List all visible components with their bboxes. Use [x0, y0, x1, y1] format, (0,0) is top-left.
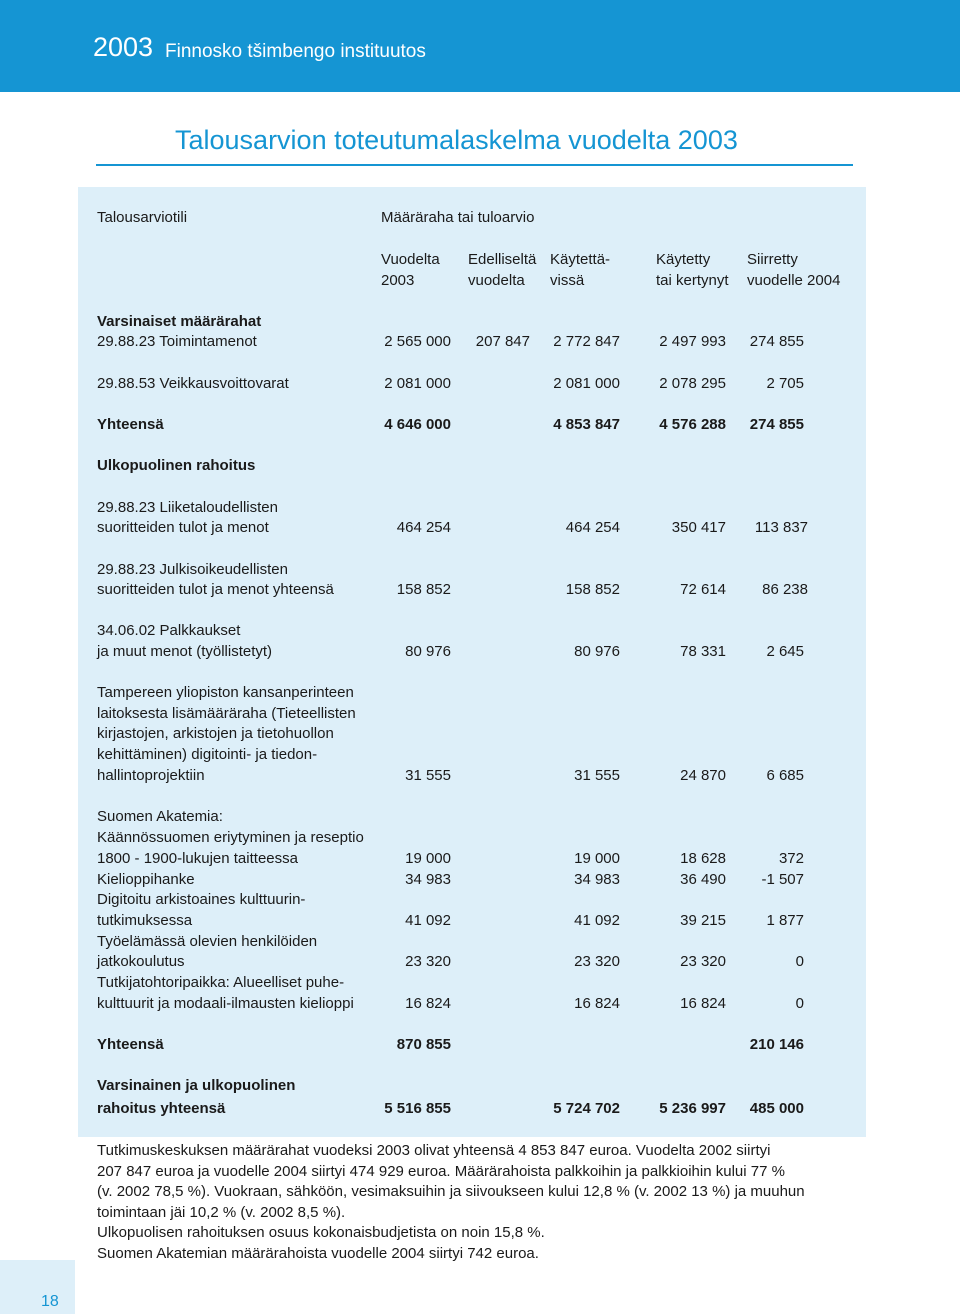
row-label-line: suoritteiden tulot ja menot yhteensä [97, 581, 334, 598]
cell-siirretty: 2 645 [766, 643, 804, 660]
cell-kaytettavissa: 31 555 [574, 767, 620, 784]
cell-siirretty: 1 877 [766, 912, 804, 929]
row-label-line: Tampereen yliopiston kansanperinteen [97, 684, 354, 701]
column-header-line: vissä [550, 272, 585, 289]
row-label-line: Varsinainen ja ulkopuolinen [97, 1077, 296, 1094]
row-label-line: 29.88.23 Julkisoikeudellisten [97, 561, 288, 578]
row-label-total: Yhteensä [97, 1036, 164, 1053]
cell-vuodelta: 158 852 [396, 581, 451, 598]
cell-kaytettavissa: 158 852 [565, 581, 620, 598]
row-label-line: 34.06.02 Palkkaukset [97, 622, 241, 639]
page-number: 18 [41, 1293, 59, 1310]
cell-kaytetty: 18 628 [680, 850, 726, 867]
cell-kaytettavissa: 41 092 [574, 912, 620, 929]
column-header-line: Käytettä- [550, 251, 611, 268]
cell-kaytettavissa: 80 976 [574, 643, 620, 660]
cell-vuodelta: 4 646 000 [384, 416, 451, 433]
column-header-line: tai kertynyt [656, 272, 729, 289]
title-divider [96, 164, 853, 166]
row-label-line: kulttuurit ja modaali-ilmausten kielioppi [97, 995, 354, 1012]
page-title: Talousarvion toteutumalaskelma vuodelta 2003 [175, 125, 738, 155]
column-header-line: Siirretty [747, 251, 798, 268]
note-line: 207 847 euroa ja vuodelle 2004 siirtyi 474 929 euroa. Määrärahoista palkkoihin ja palkkioihin kului 77 % [97, 1162, 785, 1180]
cell-siirretty: 372 [778, 850, 804, 867]
note-line: (v. 2002 78,5 %). Vuokraan, sähköön, vesimaksuihin ja siivoukseen kului 12,8 % (v. 2002 13 %) ja muuhun [97, 1183, 805, 1201]
row-label-total: Yhteensä [97, 416, 164, 433]
cell-siirretty: 2 705 [766, 375, 804, 392]
cell-kaytettavissa: 4 853 847 [553, 416, 620, 433]
cell-kaytetty: 72 614 [680, 581, 726, 598]
column-header-account: Talousarviotili [97, 209, 188, 226]
cell-kaytetty: 350 417 [671, 519, 726, 536]
row-label-line: Suomen Akatemia: [97, 808, 223, 825]
cell-kaytetty: 78 331 [680, 643, 726, 660]
cell-vuodelta: 5 516 855 [384, 1100, 451, 1117]
row-label: 29.88.23 Toimintamenot [97, 333, 257, 350]
cell-kaytettavissa: 19 000 [574, 850, 620, 867]
cell-kaytetty: 2 078 295 [659, 375, 726, 392]
cell-vuodelta: 31 555 [405, 767, 451, 784]
column-header-line: Edelliseltä [468, 251, 537, 268]
cell-kaytetty: 5 236 997 [659, 1100, 726, 1117]
row-label: 29.88.53 Veikkausvoittovarat [97, 375, 289, 392]
cell-siirretty: -1 507 [761, 871, 804, 888]
cell-siirretty: 274 855 [749, 333, 804, 350]
cell-siirretty: 0 [795, 995, 804, 1012]
row-label-line: hallintoprojektiin [97, 767, 205, 784]
cell-kaytettavissa: 464 254 [565, 519, 620, 536]
cell-siirretty: 86 238 [762, 581, 808, 598]
row-label-line: kirjastojen, arkistojen ja tietohuollon [97, 725, 334, 742]
cell-vuodelta: 870 855 [396, 1036, 451, 1053]
cell-vuodelta: 2 565 000 [384, 333, 451, 350]
cell-siirretty: 210 146 [749, 1036, 804, 1053]
cell-vuodelta: 19 000 [405, 850, 451, 867]
cell-kaytettavissa: 2 772 847 [553, 333, 620, 350]
cell-vuodelta: 2 081 000 [384, 375, 451, 392]
note-line: toimintaan jäi 10,2 % (v. 2002 8,5 %). [97, 1203, 346, 1221]
cell-kaytetty: 39 215 [680, 912, 726, 929]
cell-kaytetty: 23 320 [680, 953, 726, 970]
section-heading: Ulkopuolinen rahoitus [97, 457, 256, 474]
row-label-line: tutkimuksessa [97, 912, 193, 929]
cell-siirretty: 113 837 [754, 519, 808, 536]
cell-siirretty: 0 [795, 953, 804, 970]
cell-edelliselta: 207 847 [475, 333, 530, 350]
row-label-line: ja muut menot (työllistetyt) [97, 643, 273, 660]
column-header-line: Käytetty [656, 251, 711, 268]
budget-notes [97, 1141, 857, 1265]
row-label-line: suoritteiden tulot ja menot [97, 519, 269, 536]
row-label-line: Työelämässä olevien henkilöiden [97, 933, 318, 950]
row-label-line: laitoksesta lisämääräraha (Tieteellisten [97, 705, 356, 722]
cell-kaytettavissa: 23 320 [574, 953, 620, 970]
header-year: 2003 [93, 32, 154, 62]
cell-kaytettavissa: 5 724 702 [553, 1100, 620, 1117]
cell-siirretty: 274 855 [749, 416, 804, 433]
cell-kaytetty: 4 576 288 [659, 416, 726, 433]
row-label: 1800 - 1900-lukujen taitteessa [97, 850, 298, 867]
cell-vuodelta: 80 976 [405, 643, 451, 660]
cell-vuodelta: 16 824 [405, 995, 451, 1012]
row-label: Kielioppihanke [97, 871, 195, 888]
cell-siirretty: 6 685 [766, 767, 804, 784]
header-institute: Finnosko tšimbengo instituutos [165, 41, 426, 62]
cell-siirretty: 485 000 [749, 1100, 804, 1117]
cell-vuodelta: 34 983 [405, 871, 451, 888]
column-header-line: vuodelle 2004 [747, 272, 841, 289]
row-label-line: kehittäminen) digitointi- ja tiedon- [97, 746, 318, 763]
column-header-line: Vuodelta [381, 251, 440, 268]
row-label-line: 29.88.23 Liiketaloudellisten [97, 499, 278, 516]
cell-kaytetty: 16 824 [680, 995, 726, 1012]
row-label-line: Digitoitu arkistoaines kulttuurin- [97, 891, 306, 908]
cell-kaytettavissa: 2 081 000 [553, 375, 620, 392]
cell-vuodelta: 23 320 [405, 953, 451, 970]
note-line: Suomen Akatemian määrärahoista vuodelle 2004 siirtyi 742 euroa. [97, 1244, 539, 1262]
column-header-line: 2003 [381, 272, 415, 289]
page-number-tab [0, 1260, 75, 1314]
cell-kaytettavissa: 16 824 [574, 995, 620, 1012]
cell-kaytetty: 24 870 [680, 767, 726, 784]
cell-vuodelta: 41 092 [405, 912, 451, 929]
cell-vuodelta: 464 254 [396, 519, 451, 536]
row-label-line: Tutkijatohtoripaikka: Alueelliset puhe- [97, 974, 345, 991]
column-header-line: vuodelta [468, 272, 525, 289]
note-line: Ulkopuolisen rahoituksen osuus kokonaisbudjetista on noin 15,8 %. [97, 1224, 545, 1242]
row-label-line: rahoitus yhteensä [97, 1100, 226, 1117]
section-heading: Varsinaiset määrärahat [97, 313, 262, 330]
row-label-line: Käännössuomen eriytyminen ja reseptio [97, 829, 364, 846]
cell-kaytetty: 2 497 993 [659, 333, 726, 350]
row-label-line: jatkokoulutus [97, 953, 185, 970]
cell-kaytettavissa: 34 983 [574, 871, 620, 888]
column-group-header: Määräraha tai tuloarvio [381, 209, 535, 226]
cell-kaytetty: 36 490 [680, 871, 726, 888]
note-line: Tutkimuskeskuksen määrärahat vuodeksi 2003 olivat yhteensä 4 853 847 euroa. Vuodelta 2002 siirtyi [97, 1142, 771, 1159]
